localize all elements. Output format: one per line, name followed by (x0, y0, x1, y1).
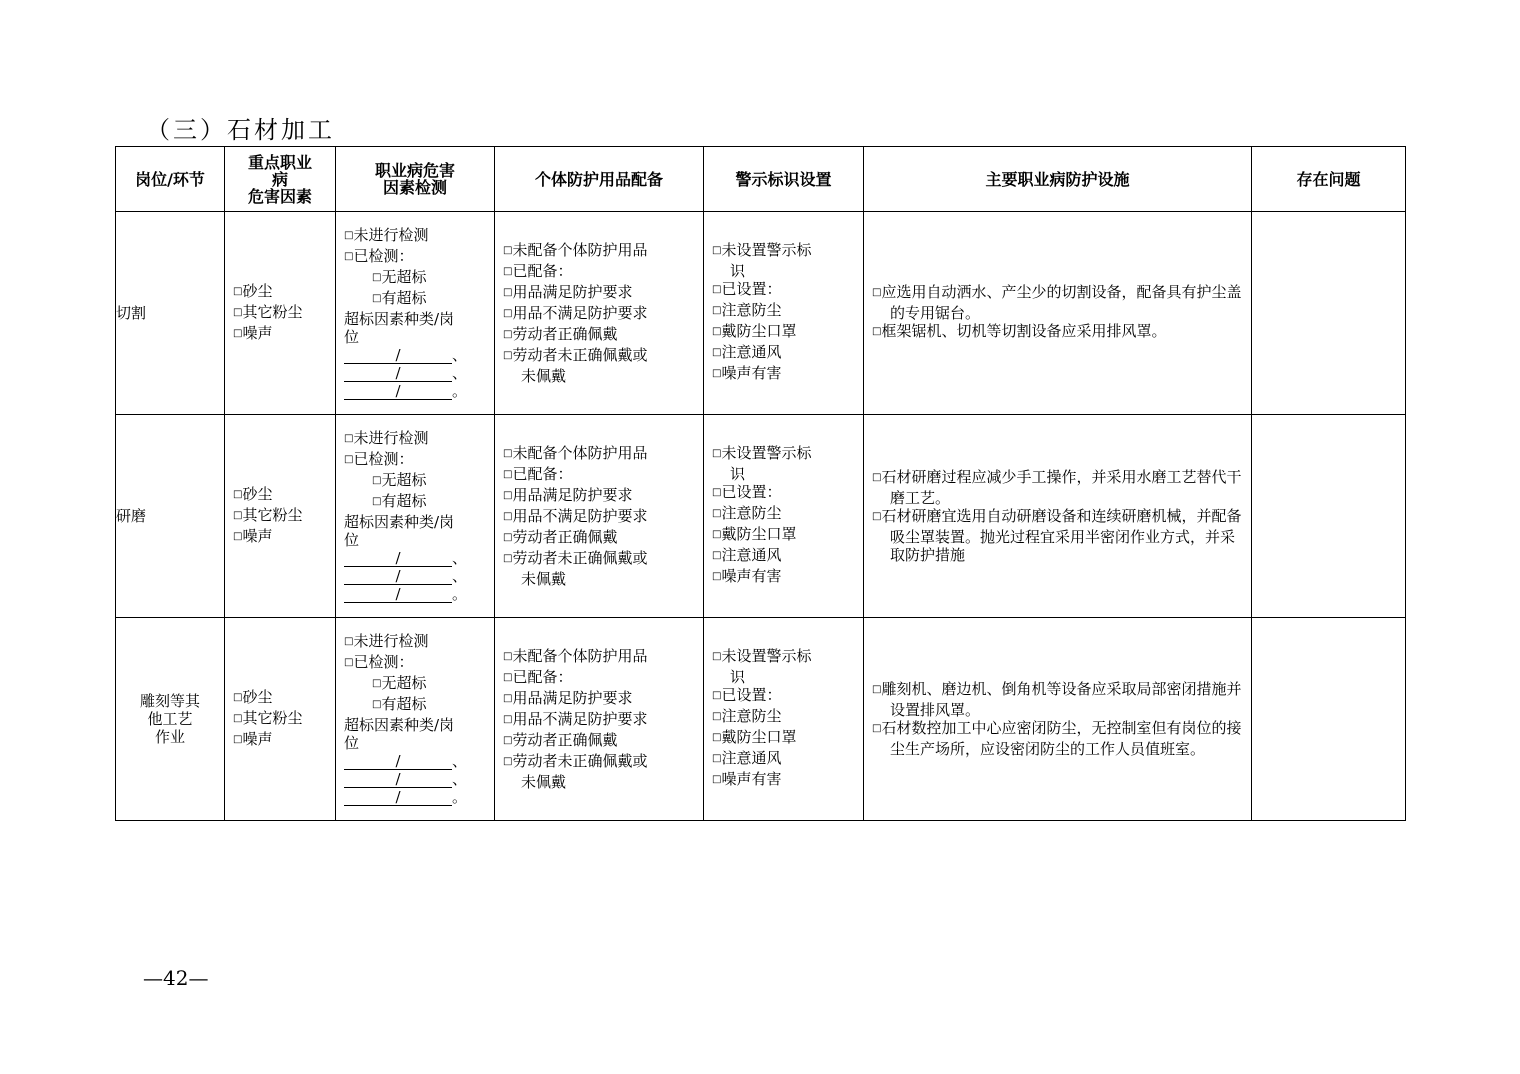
ppe-option[interactable]: □劳动者正确佩戴 (503, 528, 618, 546)
sign-option-cont: 识 (730, 262, 746, 280)
ppe-option[interactable]: □已配备： (503, 262, 573, 280)
checkbox-icon[interactable]: □ (503, 350, 513, 361)
post-label-line2: 他工艺 (147, 710, 193, 728)
checkbox-icon[interactable]: □ (233, 327, 243, 339)
header-detection-line1: 职业病危害 (374, 161, 455, 180)
facility-cell (864, 212, 1252, 415)
hazard-option[interactable]: □砂尘 (233, 281, 273, 300)
checkbox-icon[interactable]: □ (344, 454, 354, 465)
checkbox-icon[interactable]: □ (712, 711, 722, 722)
exceed-kind-label-cont: 位 (344, 531, 360, 549)
detection-option[interactable]: □已检测： (344, 653, 414, 671)
problem-cell[interactable] (1252, 415, 1406, 618)
sign-option[interactable]: □已设置： (712, 280, 782, 298)
header-problem: 存在问题 (1252, 147, 1406, 212)
detection-option[interactable]: □有超标 (372, 695, 427, 713)
checkbox-icon[interactable]: □ (712, 508, 722, 519)
exceed-fill-blank[interactable]: / (344, 587, 452, 603)
ppe-option[interactable]: □用品不满足防护要求 (503, 304, 648, 322)
exceed-fill-blank[interactable]: / (344, 384, 452, 400)
ppe-option[interactable]: □劳动者正确佩戴 (503, 325, 618, 343)
sign-option[interactable]: □已设置： (712, 686, 782, 704)
exceed-kind-label: 超标因素种类/岗 (344, 513, 455, 531)
checkbox-icon[interactable]: □ (503, 245, 513, 256)
sign-option[interactable]: □噪声有害 (712, 770, 782, 788)
detection-option[interactable]: □已检测： (344, 247, 414, 265)
hazard-option[interactable]: □噪声 (233, 526, 273, 545)
checkbox-icon[interactable]: □ (503, 287, 513, 298)
sign-option[interactable]: □已设置： (712, 483, 782, 501)
checkbox-icon[interactable]: □ (372, 496, 382, 507)
checkbox-icon[interactable]: □ (872, 511, 882, 522)
sign-option-cont: 识 (730, 465, 746, 483)
checkbox-icon[interactable]: □ (344, 230, 354, 241)
checkbox-icon[interactable]: □ (344, 433, 354, 444)
sign-option[interactable]: □注意通风 (712, 343, 782, 361)
post-label: 研磨 (116, 507, 147, 525)
exceed-fill-blank[interactable]: / (344, 366, 452, 382)
ppe-option[interactable]: □用品满足防护要求 (503, 283, 633, 301)
sign-option[interactable]: □戴防尘口罩 (712, 525, 797, 543)
ppe-option-cont: 未佩戴 (521, 570, 567, 588)
checkbox-icon[interactable]: □ (233, 285, 243, 297)
checkbox-icon[interactable]: □ (712, 487, 722, 498)
exceed-fill-blank[interactable]: / (344, 348, 452, 364)
hazard-option[interactable]: □砂尘 (233, 687, 273, 706)
header-hazard-line1: 重点职业 (247, 152, 312, 172)
checkbox-icon[interactable]: □ (503, 756, 513, 767)
page-number: —42— (143, 966, 209, 990)
table-row (116, 618, 1406, 821)
post-label: 切割 (116, 304, 147, 322)
checkbox-icon[interactable]: □ (233, 509, 243, 521)
detection-option[interactable]: □未进行检测 (344, 429, 429, 447)
checkbox-icon[interactable]: □ (503, 448, 513, 459)
checkbox-icon[interactable]: □ (503, 469, 513, 480)
header-detection-line2: 因素检测 (382, 178, 447, 197)
checkbox-icon[interactable]: □ (712, 448, 722, 459)
checkbox-icon[interactable]: □ (712, 571, 722, 582)
checkbox-icon[interactable]: □ (712, 774, 722, 785)
checkbox-icon[interactable]: □ (344, 657, 354, 668)
facility-option[interactable]: □石材数控加工中心应密闭防尘，无控制室但有岗位的接尘生产场所，应设密闭防尘的工作人员值班室。 (872, 719, 1242, 758)
ppe-cell (495, 618, 704, 821)
sign-option-cont: 识 (730, 668, 746, 686)
sign-option[interactable]: □注意防尘 (712, 301, 782, 319)
checkbox-icon[interactable]: □ (372, 293, 382, 304)
ppe-option[interactable]: □劳动者未正确佩戴或 (503, 752, 648, 770)
facility-option[interactable]: □框架锯机、切机等切割设备应采用排风罩。 (872, 322, 1167, 340)
exceed-kind-label-cont: 位 (344, 328, 360, 346)
detection-cell: □未进行检测 □已检测： □无超标 □有超标 超标因素种类/岗 位 / 、 / 、 / 。 (336, 415, 495, 618)
checkbox-icon[interactable]: □ (233, 306, 243, 318)
checkbox-icon[interactable]: □ (712, 368, 722, 379)
facility-option[interactable]: □应选用自动洒水、产尘少的切割设备，配备具有护尘盖的专用锯台。 (872, 283, 1242, 322)
table-row (116, 415, 1406, 618)
sign-option[interactable]: □未设置警示标 (712, 241, 812, 259)
hazard-cell (225, 212, 336, 415)
problem-cell[interactable] (1252, 618, 1406, 821)
ppe-cell (495, 212, 704, 415)
checkbox-icon[interactable]: □ (712, 732, 722, 743)
header-sign: 警示标识设置 (704, 147, 864, 212)
header-hazard-line3: 危害因素 (247, 186, 312, 206)
ppe-option-cont: 未佩戴 (521, 367, 567, 385)
exceed-fill-blank[interactable]: / (344, 772, 452, 788)
table-row (116, 212, 1406, 415)
hazard-cell (225, 415, 336, 618)
sign-cell (704, 618, 864, 821)
hazard-option[interactable]: □其它粉尘 (233, 708, 303, 727)
checkbox-icon[interactable]: □ (503, 651, 513, 662)
header-post: 岗位/环节 (116, 147, 225, 212)
checkbox-icon[interactable]: □ (233, 691, 243, 703)
checkbox-icon[interactable]: □ (503, 532, 513, 543)
ppe-option[interactable]: □劳动者未正确佩戴或 (503, 346, 648, 364)
sign-option[interactable]: □戴防尘口罩 (712, 728, 797, 746)
header-facility: 主要职业病防护设施 (864, 147, 1252, 212)
detection-option[interactable]: □有超标 (372, 492, 427, 510)
ppe-option[interactable]: □劳动者正确佩戴 (503, 731, 618, 749)
sign-option[interactable]: □戴防尘口罩 (712, 322, 797, 340)
checkbox-icon[interactable]: □ (872, 472, 882, 483)
ppe-option[interactable]: □未配备个体防护用品 (503, 241, 648, 259)
facility-cell (864, 618, 1252, 821)
hazard-option[interactable]: □噪声 (233, 729, 273, 748)
facility-cell (864, 415, 1252, 618)
checkbox-icon[interactable]: □ (372, 678, 382, 689)
detection-option[interactable]: □无超标 (372, 471, 427, 489)
exceed-fill-blank[interactable]: / (344, 790, 452, 806)
checkbox-icon[interactable]: □ (372, 699, 382, 710)
checkbox-icon[interactable]: □ (503, 714, 513, 725)
sign-option[interactable]: □噪声有害 (712, 364, 782, 382)
checkbox-icon[interactable]: □ (503, 553, 513, 564)
post-cell (116, 618, 225, 821)
exceed-kind-label: 超标因素种类/岗 (344, 716, 455, 734)
checkbox-icon[interactable]: □ (712, 690, 722, 701)
ppe-option[interactable]: □已配备： (503, 465, 573, 483)
ppe-option[interactable]: □未配备个体防护用品 (503, 444, 648, 462)
detection-option[interactable]: □无超标 (372, 268, 427, 286)
sign-option[interactable]: □注意通风 (712, 749, 782, 767)
detection-option[interactable]: □已检测： (344, 450, 414, 468)
sign-option[interactable]: □噪声有害 (712, 567, 782, 585)
checkbox-icon[interactable]: □ (712, 245, 722, 256)
stone-processing-table (115, 146, 1406, 821)
detection-cell: □未进行检测 □已检测： □无超标 □有超标 超标因素种类/岗 位 / 、 / 、 / 。 (336, 212, 495, 415)
exceed-fill-blank[interactable]: / (344, 551, 452, 567)
checkbox-icon[interactable]: □ (503, 735, 513, 746)
checkbox-icon[interactable]: □ (503, 490, 513, 501)
checkbox-icon[interactable]: □ (872, 287, 882, 298)
hazard-option[interactable]: □砂尘 (233, 484, 273, 503)
checkbox-icon[interactable]: □ (712, 326, 722, 337)
detection-cell: □未进行检测 □已检测： □无超标 □有超标 超标因素种类/岗 位 / 、 / 、 / 。 (336, 618, 495, 821)
checkbox-icon[interactable]: □ (503, 266, 513, 277)
checkbox-icon[interactable]: □ (712, 284, 722, 295)
ppe-option[interactable]: □未配备个体防护用品 (503, 647, 648, 665)
header-detection (336, 147, 495, 212)
exceed-kind-label: 超标因素种类/岗 (344, 310, 455, 328)
sign-option[interactable]: □注意防尘 (712, 707, 782, 725)
checkbox-icon[interactable]: □ (712, 305, 722, 316)
ppe-option[interactable]: □已配备： (503, 668, 573, 686)
checkbox-icon[interactable]: □ (344, 636, 354, 647)
checkbox-icon[interactable]: □ (872, 326, 882, 337)
sign-option[interactable]: □注意通风 (712, 546, 782, 564)
checkbox-icon[interactable]: □ (372, 475, 382, 486)
exceed-kind-label-cont: 位 (344, 734, 360, 752)
hazard-cell (225, 618, 336, 821)
header-hazard-line2: 病 (271, 169, 288, 189)
exceed-fill-blank[interactable]: / (344, 569, 452, 585)
facility-option[interactable]: □雕刻机、磨边机、倒角机等设备应采取局部密闭措施并设置排风罩。 (872, 680, 1242, 719)
checkbox-icon[interactable]: □ (712, 651, 722, 662)
facility-option[interactable]: □石材研磨过程应减少手工操作，并采用水磨工艺替代干磨工艺。 (872, 468, 1242, 507)
checkbox-icon[interactable]: □ (872, 723, 882, 734)
sign-option[interactable]: □未设置警示标 (712, 444, 812, 462)
sign-cell (704, 212, 864, 415)
checkbox-icon[interactable]: □ (503, 308, 513, 319)
header-ppe: 个体防护用品配备 (495, 147, 704, 212)
post-label-line1: 雕刻等其 (139, 692, 200, 710)
ppe-option[interactable]: □用品满足防护要求 (503, 689, 633, 707)
post-cell (116, 212, 225, 415)
checkbox-icon[interactable]: □ (712, 753, 722, 764)
checkbox-icon[interactable]: □ (503, 329, 513, 340)
sign-option[interactable]: □注意防尘 (712, 504, 782, 522)
section-title: （三）石材加工 (146, 116, 335, 144)
checkbox-icon[interactable]: □ (503, 672, 513, 683)
checkbox-icon[interactable]: □ (233, 733, 243, 745)
ppe-option[interactable]: □用品不满足防护要求 (503, 507, 648, 525)
ppe-option[interactable]: □用品不满足防护要求 (503, 710, 648, 728)
ppe-cell (495, 415, 704, 618)
header-hazard (225, 147, 336, 212)
detection-option[interactable]: □未进行检测 (344, 632, 429, 650)
checkbox-icon[interactable]: □ (503, 693, 513, 704)
checkbox-icon[interactable]: □ (712, 347, 722, 358)
hazard-option[interactable]: □其它粉尘 (233, 505, 303, 524)
detection-option[interactable]: □无超标 (372, 674, 427, 692)
facility-option[interactable]: □石材研磨宜选用自动研磨设备和连续研磨机械，并配备吸尘罩装置。抛光过程宜采用半密闭作业方式，并采取防护措施 (872, 507, 1242, 564)
sign-cell (704, 415, 864, 618)
checkbox-icon[interactable]: □ (233, 712, 243, 724)
post-label-line3: 作业 (154, 728, 185, 746)
post-cell (116, 415, 225, 618)
checkbox-icon[interactable]: □ (712, 550, 722, 561)
ppe-option[interactable]: □劳动者未正确佩戴或 (503, 549, 648, 567)
problem-cell[interactable] (1252, 212, 1406, 415)
checkbox-icon[interactable]: □ (233, 530, 243, 542)
checkbox-icon[interactable]: □ (372, 272, 382, 283)
detection-option[interactable]: □有超标 (372, 289, 427, 307)
checkbox-icon[interactable]: □ (233, 488, 243, 500)
detection-option[interactable]: □未进行检测 (344, 226, 429, 244)
ppe-option-cont: 未佩戴 (521, 773, 567, 791)
hazard-option[interactable]: □噪声 (233, 323, 273, 342)
exceed-fill-blank[interactable]: / (344, 754, 452, 770)
sign-option[interactable]: □未设置警示标 (712, 647, 812, 665)
checkbox-icon[interactable]: □ (503, 511, 513, 522)
checkbox-icon[interactable]: □ (344, 251, 354, 262)
hazard-option[interactable]: □其它粉尘 (233, 302, 303, 321)
ppe-option[interactable]: □用品满足防护要求 (503, 486, 633, 504)
checkbox-icon[interactable]: □ (712, 529, 722, 540)
header-row (116, 147, 1406, 212)
checkbox-icon[interactable]: □ (872, 684, 882, 695)
